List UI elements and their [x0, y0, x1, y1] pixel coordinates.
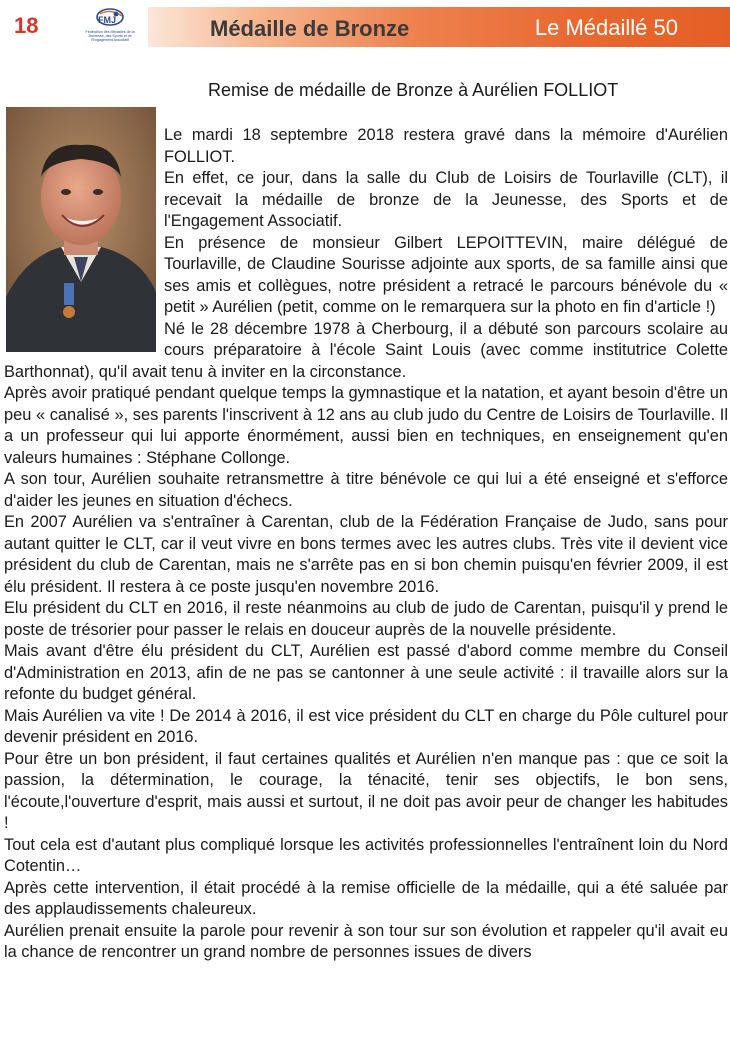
section-title: Médaille de Bronze: [210, 16, 410, 41]
page-number: 18: [14, 13, 39, 38]
paragraph-14: Aurélien prenait ensuite la parole pour revenir à son tour sur son évolution et rappeler qu'il avait eu la chance de rencontrer un grand nombre de personnes issues de divers: [4, 921, 728, 961]
svg-text:FMJ: FMJ: [98, 15, 116, 25]
section-banner: [148, 7, 730, 47]
page-header: [0, 0, 730, 52]
paragraph-7: En 2007 Aurélien va s'entraîner à Carentan, club de la Fédération Française de Judo, sans pour autant quitter le CLT, car il veut vivre en bons termes avec les autres clubs. Très vite il devient vice président du club de Carentan, mais ne s'arrête pas en si bon chemin puisqu'en février 2009, il est élu président. Il restera à ce poste jusqu'en novembre 2016.: [4, 513, 728, 596]
paragraph-9: Mais avant d'être élu président du CLT, Aurélien est passé d'abord comme membre du Conseil d'Administration en 2013, afin de ne pas se cantonner à une seule activité : il travaille alors sur la refonte du budget général.: [4, 642, 728, 703]
paragraph-4: Né le 28 décembre 1978 à Cherbourg, il a débuté son parcours scolaire au cours préparatoire à l'école Saint Louis (avec comme institutrice Colette Barthonnat), qu'il avait tenu à inviter en la circonstance.: [4, 319, 728, 381]
photo-spacer: [4, 125, 164, 355]
publication-title: Le Médaillé 50: [534, 15, 678, 40]
paragraph-1: Le mardi 18 septembre 2018 restera gravé dans la mémoire d'Aurélien FOLLIOT.: [164, 126, 728, 166]
paragraph-13: Après cette intervention, il était procédé à la remise officielle de la médaille, qui a été saluée par des applaudissements chaleureux.: [4, 878, 728, 918]
paragraph-5: Après avoir pratiqué pendant quelque temps la gymnastique et la natation, et ayant besoin d'être un peu « canalisé », ses parents l'inscrivent à 12 ans au club judo du Centre de Loisirs de Tourlaville. Il a un professeur qui lui apporte énormément, aussi bien en techniques, en enseignement qu'en valeurs humaines : Stéphane Collonge.: [4, 384, 728, 467]
paragraph-6: A son tour, Aurélien souhaite retransmettre à titre bénévole ce qui lui a été enseigné et s'efforce d'aider les jeunes en situation d'échecs.: [4, 470, 728, 510]
paragraph-12: Tout cela est d'autant plus compliqué lorsque les activités professionnelles l'entraînent loin du Nord Cotentin…: [4, 835, 728, 875]
paragraph-8: Elu président du CLT en 2016, il reste néanmoins au club de judo de Carentan, puisqu'il y prend le poste de trésorier pour passer le relais en douceur auprès de la nouvelle présidente.: [4, 599, 728, 639]
paragraph-3: En présence de monsieur Gilbert LEPOITTEVIN, maire délégué de Tourlaville, de Claudine Sourisse adjointe aux sports, de sa famille ainsi que ses amis et collègues, notre président a retracé le parcours bénévole du « petit » Aurélien (petit, comme on le remarquera sur la photo en fin d'article !): [164, 233, 728, 316]
paragraph-10: Mais Aurélien va vite ! De 2014 à 2016, il est vice président du CLT en charge du Pôle culturel pour devenir président en 2016.: [4, 706, 728, 746]
logo-caption: Fédération des Médaillés de la Jeunesse, des Sports et de l'Engagement Associatif: [85, 30, 135, 42]
article-body: [4, 125, 728, 964]
article-title: Remise de médaille de Bronze à Aurélien FOLLIOT: [208, 80, 619, 100]
paragraph-11: Pour être un bon président, il faut certaines qualités et Aurélien n'en manque pas : que ce soit la passion, la détermination, le courage, la ténacité, tenir ses objectifs, le bon sens, l'écoute,l'ouverture d'esprit, mais aussi et surtout, il ne doit pas avoir peur de changer les habitudes !: [4, 749, 728, 832]
paragraph-2: En effet, ce jour, dans la salle du Club de Loisirs de Tourlaville (CLT), il recevait la médaille de bronze de la Jeunesse, des Sports et de l'Engagement Associatif.: [164, 169, 728, 230]
